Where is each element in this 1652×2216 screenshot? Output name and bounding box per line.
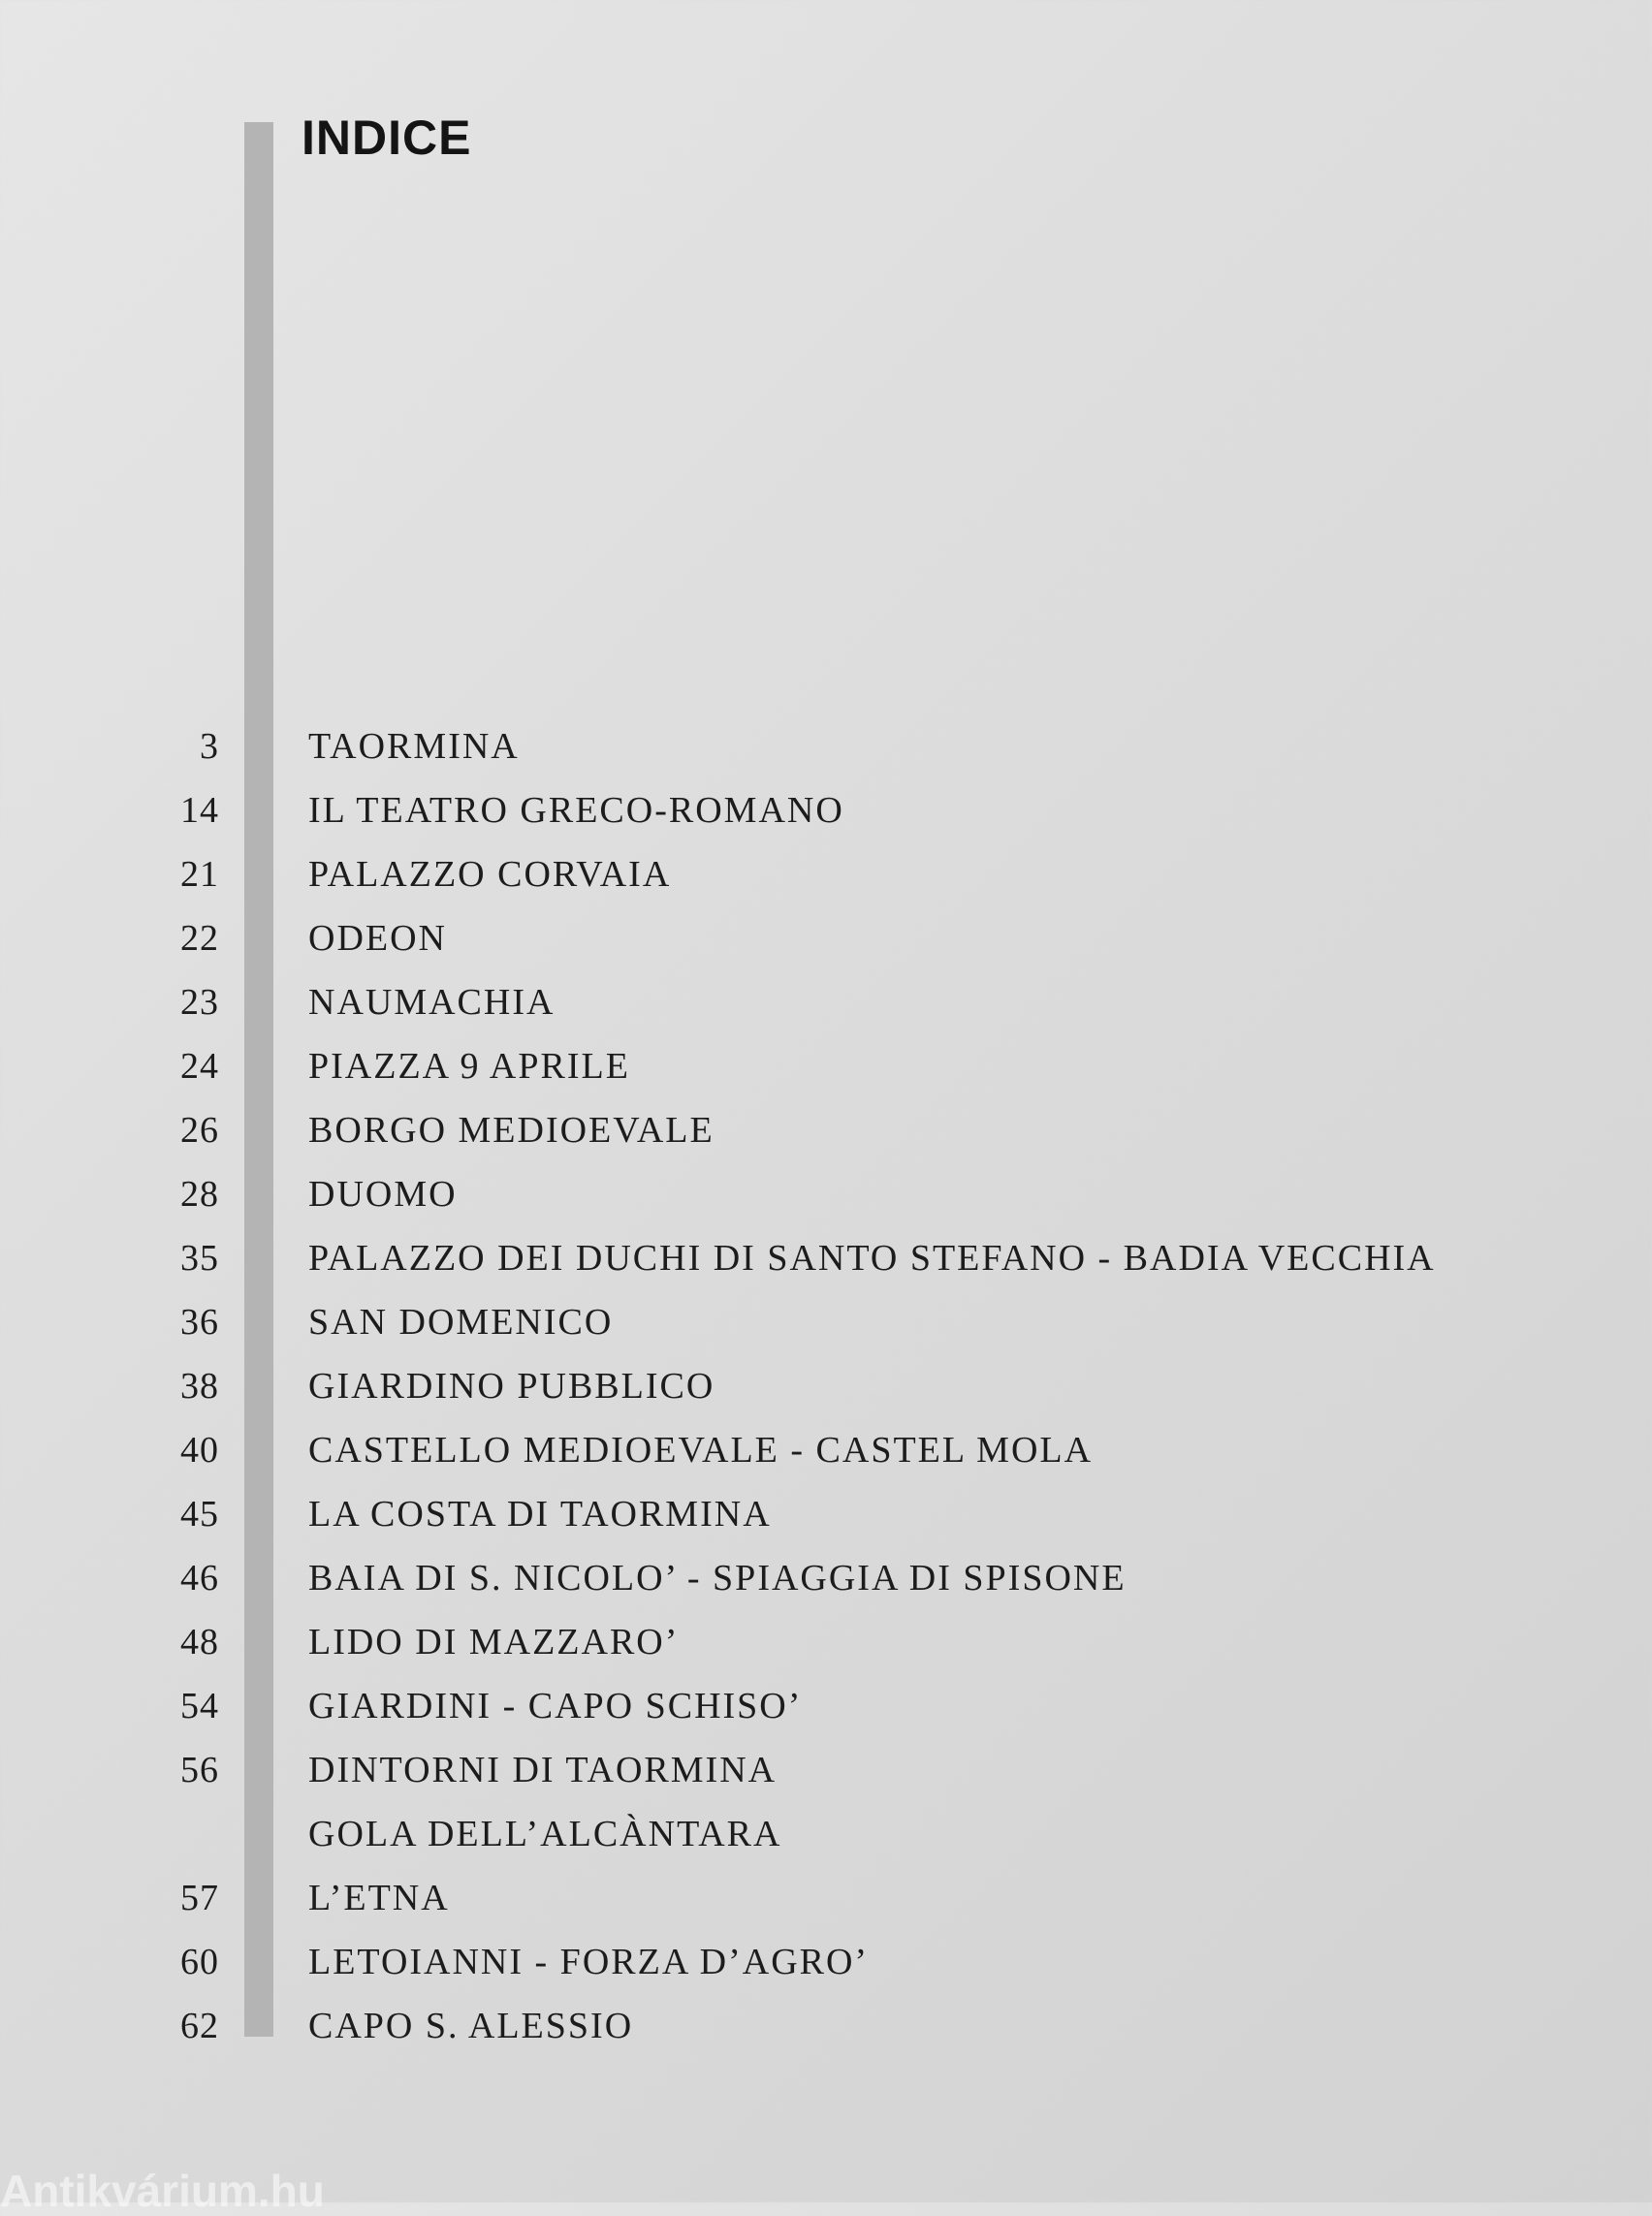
toc-page-number: 36 <box>180 1302 219 1343</box>
page-title: INDICE <box>302 111 472 165</box>
toc-page-number: 21 <box>180 854 219 895</box>
toc-entry-title: GOLA DELL’ALCÀNTARA <box>308 1814 782 1854</box>
toc-page-number: 14 <box>180 790 219 831</box>
toc-row <box>0 717 1600 776</box>
toc-page-number: 23 <box>180 982 219 1023</box>
toc-entry-title: ODEON <box>308 918 447 959</box>
toc-entry-title: DUOMO <box>308 1174 458 1215</box>
toc-page-number: 56 <box>180 1750 219 1790</box>
toc-page-number: 3 <box>200 726 219 767</box>
toc-row <box>0 1165 1600 1223</box>
toc-page-number: 45 <box>180 1494 219 1535</box>
toc-row <box>0 1933 1600 1991</box>
toc-entry-title: IL TEATRO GRECO-ROMANO <box>308 790 844 831</box>
watermark: Antikvárium.hu <box>0 2166 325 2216</box>
toc-row <box>0 1805 1600 1863</box>
toc-entry-title: CASTELLO MEDIOEVALE - CASTEL MOLA <box>308 1430 1094 1471</box>
toc-row <box>0 1101 1600 1159</box>
toc-row <box>0 781 1600 839</box>
toc-entry-title: CAPO S. ALESSIO <box>308 2006 634 2046</box>
toc-entry-title: BORGO MEDIOEVALE <box>308 1110 715 1151</box>
toc-entry-title: GIARDINI - CAPO SCHISO’ <box>308 1686 803 1726</box>
toc-entry-title: PALAZZO DEI DUCHI DI SANTO STEFANO - BADIA VECCHIA <box>308 1238 1436 1279</box>
toc-page-number: 57 <box>180 1878 219 1918</box>
toc-row <box>0 1229 1600 1287</box>
toc-page-number: 60 <box>180 1942 219 1982</box>
toc-entry-title: LA COSTA DI TAORMINA <box>308 1494 772 1535</box>
toc-row <box>0 1485 1600 1543</box>
toc-entry-title: SAN DOMENICO <box>308 1302 614 1343</box>
toc-page-number: 54 <box>180 1686 219 1726</box>
toc-page-number: 22 <box>180 918 219 959</box>
toc-row <box>0 845 1600 903</box>
toc-entry-title: PALAZZO CORVAIA <box>308 854 672 895</box>
toc-row <box>0 1549 1600 1607</box>
toc-entry-title: LIDO DI MAZZARO’ <box>308 1622 680 1662</box>
toc-row <box>0 1869 1600 1927</box>
toc-page-number: 46 <box>180 1558 219 1599</box>
toc-entry-title: BAIA DI S. NICOLO’ - SPIAGGIA DI SPISONE <box>308 1558 1127 1599</box>
toc-page-number: 26 <box>180 1110 219 1151</box>
toc-row <box>0 1037 1600 1095</box>
toc-row <box>0 1997 1600 2055</box>
toc-row <box>0 1421 1600 1479</box>
toc-row <box>0 909 1600 967</box>
toc-page-number: 40 <box>180 1430 219 1471</box>
toc-page-number: 48 <box>180 1622 219 1662</box>
toc-page-number: 24 <box>180 1046 219 1087</box>
toc-entry-title: LETOIANNI - FORZA D’AGRO’ <box>308 1942 870 1982</box>
toc-page-number: 38 <box>180 1366 219 1407</box>
toc-entry-title: TAORMINA <box>308 726 520 767</box>
toc-entry-title: NAUMACHIA <box>308 982 556 1023</box>
toc-row <box>0 1677 1600 1735</box>
toc-row <box>0 1357 1600 1415</box>
toc-row <box>0 1293 1600 1351</box>
toc-page-number: 35 <box>180 1238 219 1279</box>
toc-page-number: 28 <box>180 1174 219 1215</box>
toc-entry-title: PIAZZA 9 APRILE <box>308 1046 630 1087</box>
toc-entry-title: GIARDINO PUBBLICO <box>308 1366 715 1407</box>
toc-entry-title: DINTORNI DI TAORMINA <box>308 1750 778 1790</box>
toc-entry-title: L’ETNA <box>308 1878 450 1918</box>
toc-row <box>0 1741 1600 1799</box>
toc-row <box>0 1613 1600 1671</box>
toc-row <box>0 973 1600 1031</box>
toc-page-number: 62 <box>180 2006 219 2046</box>
